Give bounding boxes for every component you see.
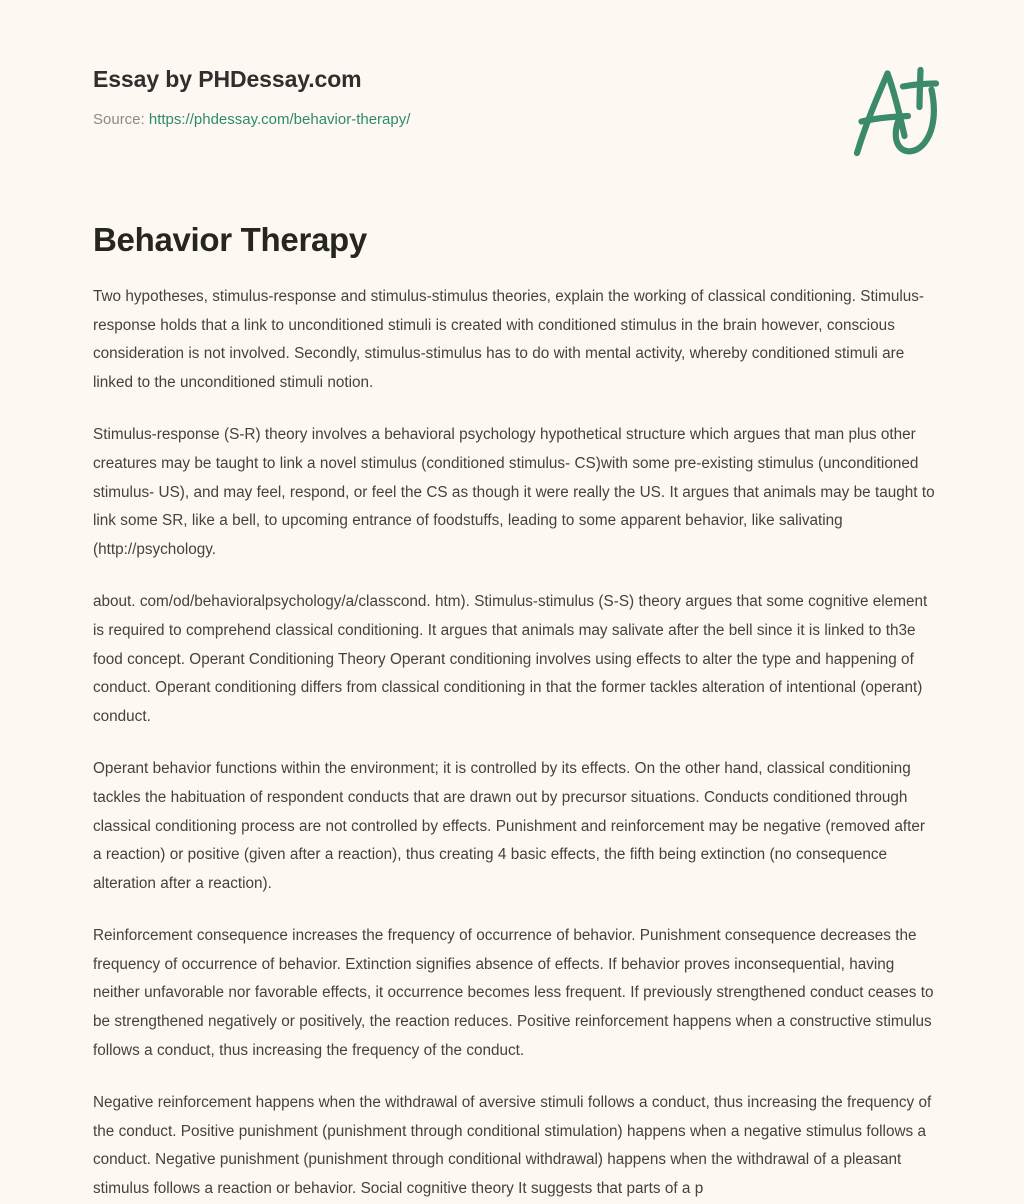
paragraph: Two hypotheses, stimulus-response and stimulus-stimulus theories, explain the working of classical conditioning. Stimulus-response holds that a link to unconditioned stimuli is created with conditioned stimulus in the brain however, conscious consideration is not involved. Secondly, stimulus-stimulus has to do with mental activity, whereby conditioned stimuli are linked to the unconditioned stimuli notion. — [93, 288, 925, 391]
page-title: Behavior Therapy — [93, 221, 367, 258]
a-plus-logo — [840, 58, 952, 168]
paragraph: about. com/od/behavioralpsychology/a/classcond. htm). Stimulus-stimulus (S-S) theory argues that some cognitive element is required to comprehend classical conditioning. It argues that animals may salivate after the bell since it is linked to th3e food concept. Operant Conditioning Theory Operant conditioning involves using effects to alter the type and happening of conduct. Operant conditioning differs from classical conditioning in that the former tackles alteration of intentional (operant) conduct. — [93, 593, 928, 725]
brand-line: Essay by PHDessay.com — [93, 66, 362, 92]
paragraph: Operant behavior functions within the environment; it is controlled by its effects. On the other hand, classical conditioning tackles the habituation of respondent conducts that are drawn out by precursor situations. Conducts conditioned through classical conditioning process are not controlled by effects. Punishment and reinforcement may be negative (removed after a reaction) or positive (given after a reaction), thus creating 4 basic effects, the fifth being extinction (no consequence alteration after a reaction). — [93, 760, 925, 892]
masthead — [93, 66, 964, 176]
source-url-link[interactable]: https://phdessay.com/behavior-therapy/ — [148, 110, 411, 128]
paragraph: Reinforcement consequence increases the frequency of occurrence of behavior. Punishment consequence decreases the frequency of occurrence of behavior. Extinction signifies absence of effects. If behavior proves inconsequential, having neither unfavorable nor favorable effects, it occurrence becomes less frequent. If previously strengthened conduct ceases to be strengthened negatively or positively, the reaction reduces. Positive reinforcement happens when a constructive stimulus follows a conduct, thus increasing the frequency of the conduct. — [93, 927, 934, 1059]
paragraph: Stimulus-response (S-R) theory involves a behavioral psychology hypothetical structure which argues that man plus other creatures may be taught to link a novel stimulus (conditioned stimulus- CS)with some pre-existing stimulus (unconditioned stimulus- US), and may feel, respond, or feel the CS as though it were really the US. It argues that animals may be taught to link some SR, like a bell, to upcoming entrance of foodstuffs, leading to some apparent behavior, like salivating (http://psychology. — [93, 426, 935, 558]
paragraph: Negative reinforcement happens when the withdrawal of aversive stimuli follows a conduct, thus increasing the frequency of the conduct. Positive punishment (punishment through conditional stimulation) happens when a negative stimulus follows a conduct. Negative punishment (punishment through conditional withdrawal) happens when the withdrawal of a pleasant stimulus follows a reaction or behavior. Social cognitive theory It suggests that parts of a p — [93, 1094, 932, 1198]
article-body — [93, 283, 935, 1204]
source-label: Source: — [93, 110, 145, 128]
source-line — [93, 110, 964, 130]
a-plus-logo-icon — [840, 58, 952, 168]
